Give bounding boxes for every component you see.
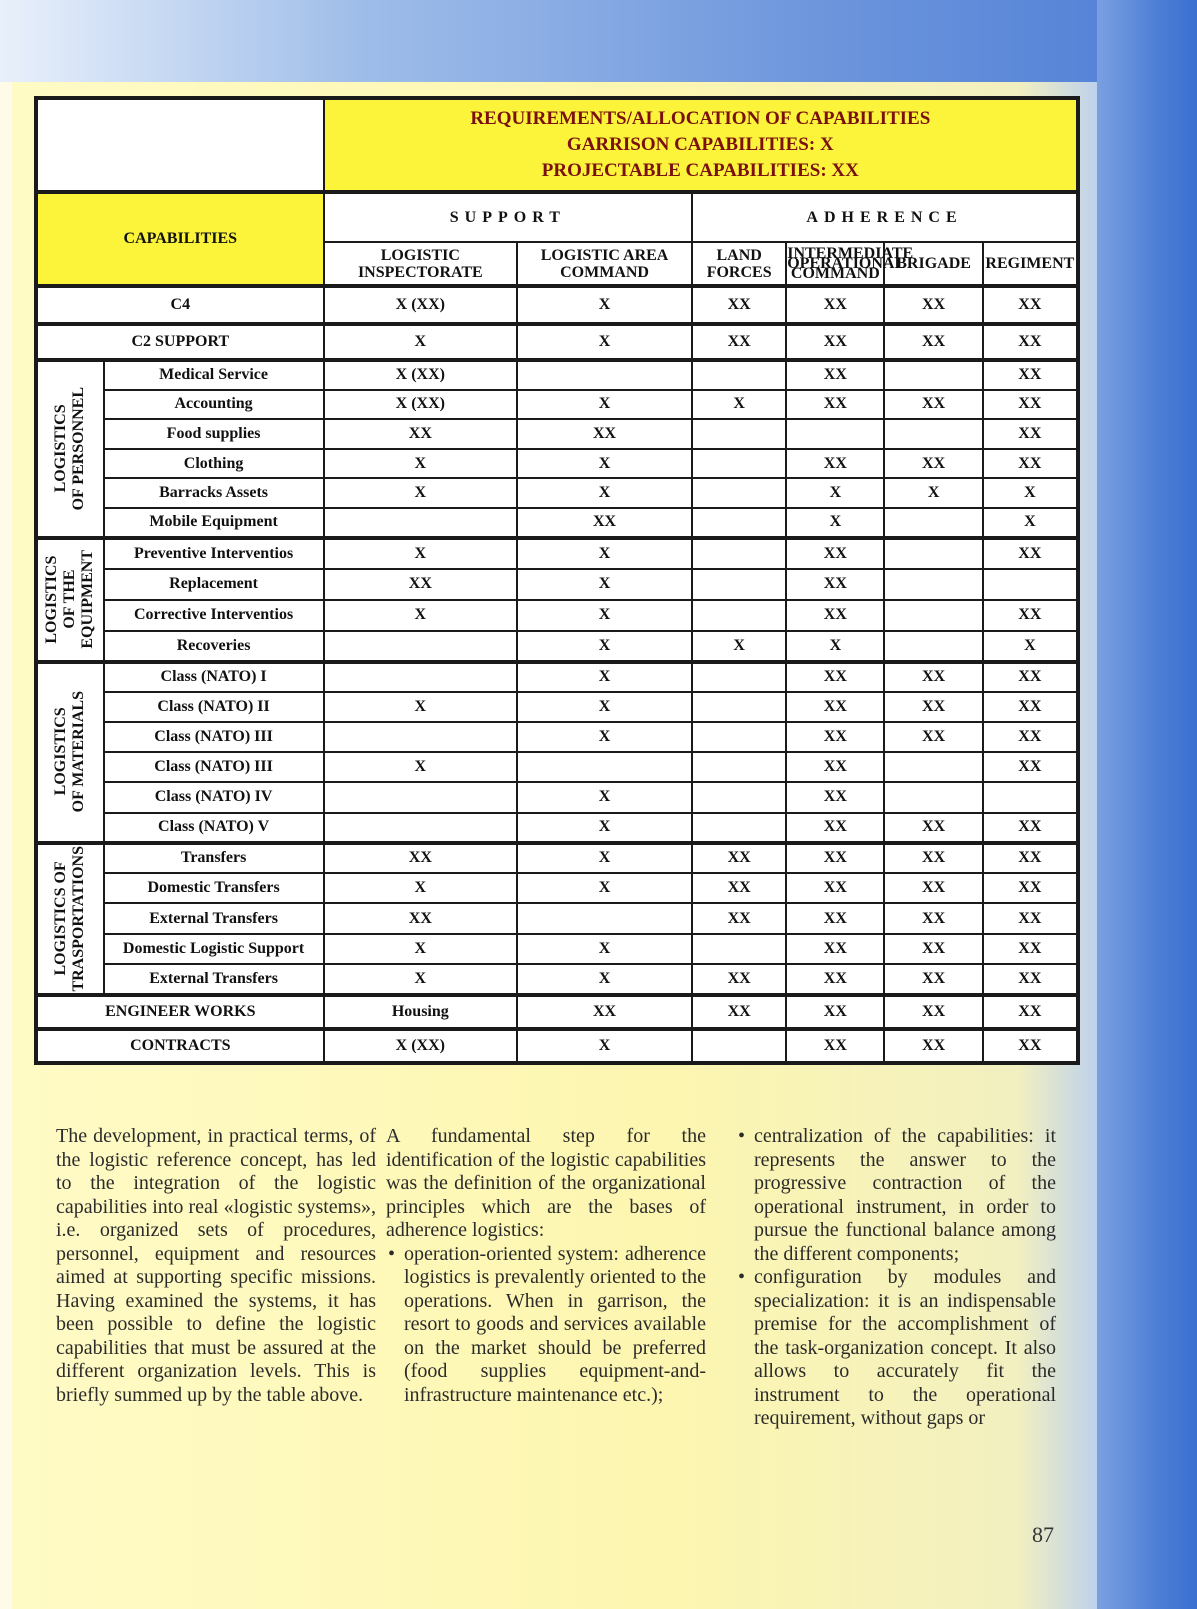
table-cell: XX: [884, 390, 982, 420]
table-row: [36, 934, 1078, 964]
table-cell: XX: [786, 722, 884, 752]
table-cell: X: [517, 631, 692, 662]
col-land-forces: LAND FORCES: [692, 242, 786, 286]
table-row: [36, 843, 1078, 873]
table-cell: XX: [983, 873, 1078, 903]
group-label-line: OF THE: [61, 570, 79, 630]
table-cell: X: [517, 662, 692, 692]
table-cell: [884, 631, 982, 662]
row-label: Class (NATO) II: [104, 692, 324, 722]
row-label: Corrective Interventios: [104, 600, 324, 631]
table-cell: XX: [786, 449, 884, 479]
row-label: Recoveries: [104, 631, 324, 662]
table-row: [36, 286, 1078, 324]
table-cell: X: [692, 390, 786, 420]
table-cell: [884, 600, 982, 631]
table-cell: [517, 360, 692, 390]
table-cell: [692, 813, 786, 843]
table-cell: [692, 752, 786, 782]
table-cell: X: [517, 692, 692, 722]
table-cell: XX: [692, 286, 786, 324]
table-cell: XX: [517, 419, 692, 449]
row-label: Class (NATO) III: [104, 722, 324, 752]
row-label: Accounting: [104, 390, 324, 420]
table-cell: X: [517, 813, 692, 843]
table-cell: XX: [786, 964, 884, 994]
capabilities-table: [34, 96, 1080, 1065]
table-cell: XX: [884, 449, 982, 479]
table-cell: [692, 692, 786, 722]
table-row: [36, 1029, 1078, 1063]
group-label-line: TRASPORTATIONS: [70, 845, 88, 992]
table-row: [36, 722, 1078, 752]
row-label: C2 SUPPORT: [36, 324, 324, 360]
table-cell: XX: [786, 692, 884, 722]
table-cell: X: [517, 843, 692, 873]
table-cell: XX: [983, 843, 1078, 873]
table-cell: XX: [884, 662, 982, 692]
table-cell: X: [324, 934, 517, 964]
table-cell: X: [692, 631, 786, 662]
row-label: External Transfers: [104, 964, 324, 994]
table-cell: XX: [884, 843, 982, 873]
text-column-2: [386, 1125, 706, 1407]
text-column-1: [56, 1125, 376, 1407]
table-cell: X (XX): [324, 286, 517, 324]
table-row: [36, 873, 1078, 903]
row-label: CONTRACTS: [36, 1029, 324, 1063]
table-cell: XX: [692, 903, 786, 933]
table-cell: XX: [786, 843, 884, 873]
table-row: [36, 508, 1078, 538]
title-line-2: GARRISON CAPABILITIES: X: [566, 134, 834, 155]
group-label: [36, 360, 104, 538]
table-cell: X: [517, 782, 692, 812]
table-cell: XX: [884, 324, 982, 360]
table-cell: XX: [884, 722, 982, 752]
table-cell: X: [517, 873, 692, 903]
table-cell: X (XX): [324, 390, 517, 420]
table-cell: X: [517, 390, 692, 420]
table-cell: X: [324, 692, 517, 722]
table-cell: [692, 600, 786, 631]
table-cell: XX: [884, 995, 982, 1029]
table-cell: X: [983, 631, 1078, 662]
row-label: Class (NATO) III: [104, 752, 324, 782]
table-cell: [692, 782, 786, 812]
table-cell: [983, 569, 1078, 600]
table-cell: [324, 631, 517, 662]
table-row: [36, 569, 1078, 600]
group-label-line: EQUIPMENT: [79, 550, 97, 649]
group-label: [36, 538, 104, 662]
col-intermediate-operational-command: INTERMEDIATE OPERATIONAL COMMAND: [786, 242, 884, 286]
group-label-line: LOGISTICS: [43, 555, 61, 644]
table-cell: XX: [324, 843, 517, 873]
table-cell: X: [517, 600, 692, 631]
table-cell: [884, 569, 982, 600]
table-cell: XX: [517, 508, 692, 538]
table-cell: XX: [983, 964, 1078, 994]
table-cell: XX: [983, 419, 1078, 449]
table-cell: X: [324, 873, 517, 903]
table-cell: X: [517, 1029, 692, 1063]
table-row: [36, 662, 1078, 692]
table-cell: XX: [786, 600, 884, 631]
table-cell: XX: [324, 419, 517, 449]
col-brigade: BRIGADE: [884, 242, 982, 286]
group-label-line: LOGISTICS: [52, 404, 70, 493]
table-cell: XX: [692, 843, 786, 873]
group-label-line: OF PERSONNEL: [70, 387, 88, 511]
table-cell: XX: [786, 662, 884, 692]
table-cell: XX: [983, 324, 1078, 360]
table-cell: [517, 752, 692, 782]
table-cell: X: [324, 449, 517, 479]
table-cell: XX: [786, 782, 884, 812]
table-cell: [324, 813, 517, 843]
table-row: [36, 449, 1078, 479]
table-cell: X: [517, 934, 692, 964]
table-cell: XX: [786, 286, 884, 324]
table-row: [36, 538, 1078, 569]
table-cell: XX: [786, 903, 884, 933]
table-cell: XX: [884, 934, 982, 964]
table-cell: [517, 903, 692, 933]
table-row: [36, 390, 1078, 420]
table-cell: XX: [884, 903, 982, 933]
table-cell: XX: [786, 538, 884, 569]
table-cell: XX: [692, 324, 786, 360]
row-label: C4: [36, 286, 324, 324]
table-cell: X (XX): [324, 360, 517, 390]
table-row: [36, 995, 1078, 1029]
table-cell: [692, 1029, 786, 1063]
group-label: [36, 662, 104, 843]
table-cell: X: [324, 478, 517, 508]
table-cell: XX: [983, 752, 1078, 782]
col-logistic-area-command: LOGISTIC AREA COMMAND: [517, 242, 692, 286]
table-cell: X: [324, 752, 517, 782]
row-label: Preventive Interventios: [104, 538, 324, 569]
table-cell: XX: [983, 722, 1078, 752]
table-cell: XX: [786, 995, 884, 1029]
table-cell: XX: [692, 995, 786, 1029]
row-label: Replacement: [104, 569, 324, 600]
group-label-line: LOGISTICS: [52, 708, 70, 797]
table-cell: [692, 449, 786, 479]
table-row: [36, 964, 1078, 994]
table-title: [324, 98, 1078, 192]
table-cell: [884, 752, 982, 782]
table-cell: XX: [884, 873, 982, 903]
table-corner: [36, 98, 324, 192]
table-cell: [786, 419, 884, 449]
table-cell: XX: [884, 813, 982, 843]
col-logistic-inspectorate: LOGISTIC INSPECTORATE: [324, 242, 517, 286]
row-label: ENGINEER WORKS: [36, 995, 324, 1029]
table-cell: [983, 782, 1078, 812]
title-line-3: PROJECTABLE CAPABILITIES: XX: [541, 160, 859, 181]
table-cell: [692, 508, 786, 538]
table-cell: XX: [786, 324, 884, 360]
table-row: [36, 324, 1078, 360]
table-cell: X: [324, 964, 517, 994]
table-cell: XX: [983, 995, 1078, 1029]
table-cell: [692, 722, 786, 752]
table-cell: XX: [983, 390, 1078, 420]
paragraph-2: A fundamental step for the identification of the logistic capabilities was the definition of the organizational principles which are the bases of adherence logistics:: [386, 1125, 706, 1241]
table-cell: X: [517, 449, 692, 479]
table-row: [36, 600, 1078, 631]
table-cell: [324, 508, 517, 538]
table-cell: Housing: [324, 995, 517, 1029]
table-cell: X: [786, 631, 884, 662]
left-page-edge: [0, 82, 12, 1609]
table-cell: XX: [983, 360, 1078, 390]
table-row: [36, 631, 1078, 662]
table-row: [36, 782, 1078, 812]
table-cell: X: [517, 538, 692, 569]
table-cell: XX: [517, 995, 692, 1029]
paragraph-1: The development, in practical terms, of the logistic reference concept, has led to the integration of the logistic capabilities into real «logistic systems», i.e. organized sets of procedures, personnel, equipment and resources aimed at supporting specific missions. Having examined the systems, it has been possible to define the logistic capabilities that must be assured at the different organization levels. This is briefly summed up by the table above.: [56, 1125, 376, 1406]
table-cell: [324, 782, 517, 812]
table-cell: [692, 662, 786, 692]
table-cell: [692, 360, 786, 390]
table-row: [36, 360, 1078, 390]
table-cell: XX: [786, 873, 884, 903]
row-label: Transfers: [104, 843, 324, 873]
table-cell: XX: [983, 1029, 1078, 1063]
table-cell: [884, 508, 982, 538]
table-cell: X: [517, 722, 692, 752]
table-cell: XX: [983, 934, 1078, 964]
table-cell: XX: [983, 692, 1078, 722]
table-row: [36, 752, 1078, 782]
table-cell: X: [786, 478, 884, 508]
bullet-centralization: • centralization of the capabilities: it represents the answer to the progressive contraction of the operational instrument, in order to pursue the functional balance among the different components;: [736, 1125, 1056, 1266]
group-label: [36, 843, 104, 995]
col-regiment: REGIMENT: [983, 242, 1078, 286]
row-label: Clothing: [104, 449, 324, 479]
table-cell: [884, 419, 982, 449]
table-cell: XX: [983, 286, 1078, 324]
row-label: Barracks Assets: [104, 478, 324, 508]
text-column-3: [736, 1125, 1056, 1431]
table-cell: XX: [786, 813, 884, 843]
table-cell: XX: [983, 903, 1078, 933]
table-cell: XX: [692, 873, 786, 903]
table-row: [36, 692, 1078, 722]
table-cell: [324, 722, 517, 752]
table-row: [36, 903, 1078, 933]
table-cell: X: [517, 964, 692, 994]
table-cell: XX: [983, 813, 1078, 843]
table-cell: X: [983, 508, 1078, 538]
row-label: External Transfers: [104, 903, 324, 933]
row-label: Class (NATO) IV: [104, 782, 324, 812]
table-cell: XX: [786, 360, 884, 390]
table-cell: XX: [983, 600, 1078, 631]
table-cell: [692, 478, 786, 508]
table-cell: XX: [983, 538, 1078, 569]
table-cell: [692, 934, 786, 964]
table-cell: [692, 538, 786, 569]
table-row: [36, 813, 1078, 843]
table-cell: XX: [786, 1029, 884, 1063]
table-cell: XX: [786, 934, 884, 964]
table-cell: XX: [983, 449, 1078, 479]
table-cell: [884, 538, 982, 569]
table-cell: X: [324, 538, 517, 569]
table-cell: [692, 569, 786, 600]
table-cell: XX: [324, 903, 517, 933]
table-cell: XX: [692, 964, 786, 994]
table-cell: XX: [786, 569, 884, 600]
table-cell: [884, 782, 982, 812]
row-label: Domestic Transfers: [104, 873, 324, 903]
bullet-configuration: • configuration by modules and specialization: it is an indispensable premise for the accomplishment of the task-organization concept. It also allows to accurately fit the instrument to the operational requirement, without gaps or: [736, 1266, 1056, 1431]
bullet-operation-oriented: • operation-oriented system: adherence logistics is prevalently oriented to the operations. When in garrison, the resort to goods and services available on the market should be preferred (food supplies equipment-and-infrastructure maintenance etc.);: [386, 1243, 706, 1408]
table-cell: X: [983, 478, 1078, 508]
top-blue-band: [0, 0, 1197, 82]
table-cell: X: [324, 600, 517, 631]
table-cell: XX: [324, 569, 517, 600]
title-line-1: REQUIREMENTS/ALLOCATION OF CAPABILITIES: [470, 108, 931, 129]
group-label-line: OF MATERIALS: [70, 691, 88, 813]
table-cell: XX: [884, 1029, 982, 1063]
group-label-line: LOGISTICS OF: [52, 861, 70, 976]
table-cell: X: [517, 286, 692, 324]
table-cell: X: [517, 569, 692, 600]
table-row: [36, 478, 1078, 508]
row-label: Food supplies: [104, 419, 324, 449]
table-cell: X: [786, 508, 884, 538]
table-cell: X: [324, 324, 517, 360]
table-cell: [324, 662, 517, 692]
table-cell: X: [884, 478, 982, 508]
support-header: SUPPORT: [324, 192, 692, 242]
table-row: [36, 419, 1078, 449]
table-cell: XX: [884, 692, 982, 722]
table-cell: XX: [884, 286, 982, 324]
row-label: Domestic Logistic Support: [104, 934, 324, 964]
row-label: Class (NATO) V: [104, 813, 324, 843]
table-cell: [692, 419, 786, 449]
table-cell: [884, 360, 982, 390]
table-cell: X: [517, 478, 692, 508]
row-label: Class (NATO) I: [104, 662, 324, 692]
table-cell: X (XX): [324, 1029, 517, 1063]
table-cell: XX: [786, 752, 884, 782]
row-label: Mobile Equipment: [104, 508, 324, 538]
table-cell: XX: [983, 662, 1078, 692]
table-cell: X: [517, 324, 692, 360]
capabilities-header: CAPABILITIES: [36, 192, 324, 286]
table-cell: XX: [786, 390, 884, 420]
table-cell: XX: [884, 964, 982, 994]
right-blue-band: [1097, 0, 1197, 1609]
page-number: 87: [1032, 1522, 1054, 1547]
adherence-header: ADHERENCE: [692, 192, 1078, 242]
row-label: Medical Service: [104, 360, 324, 390]
